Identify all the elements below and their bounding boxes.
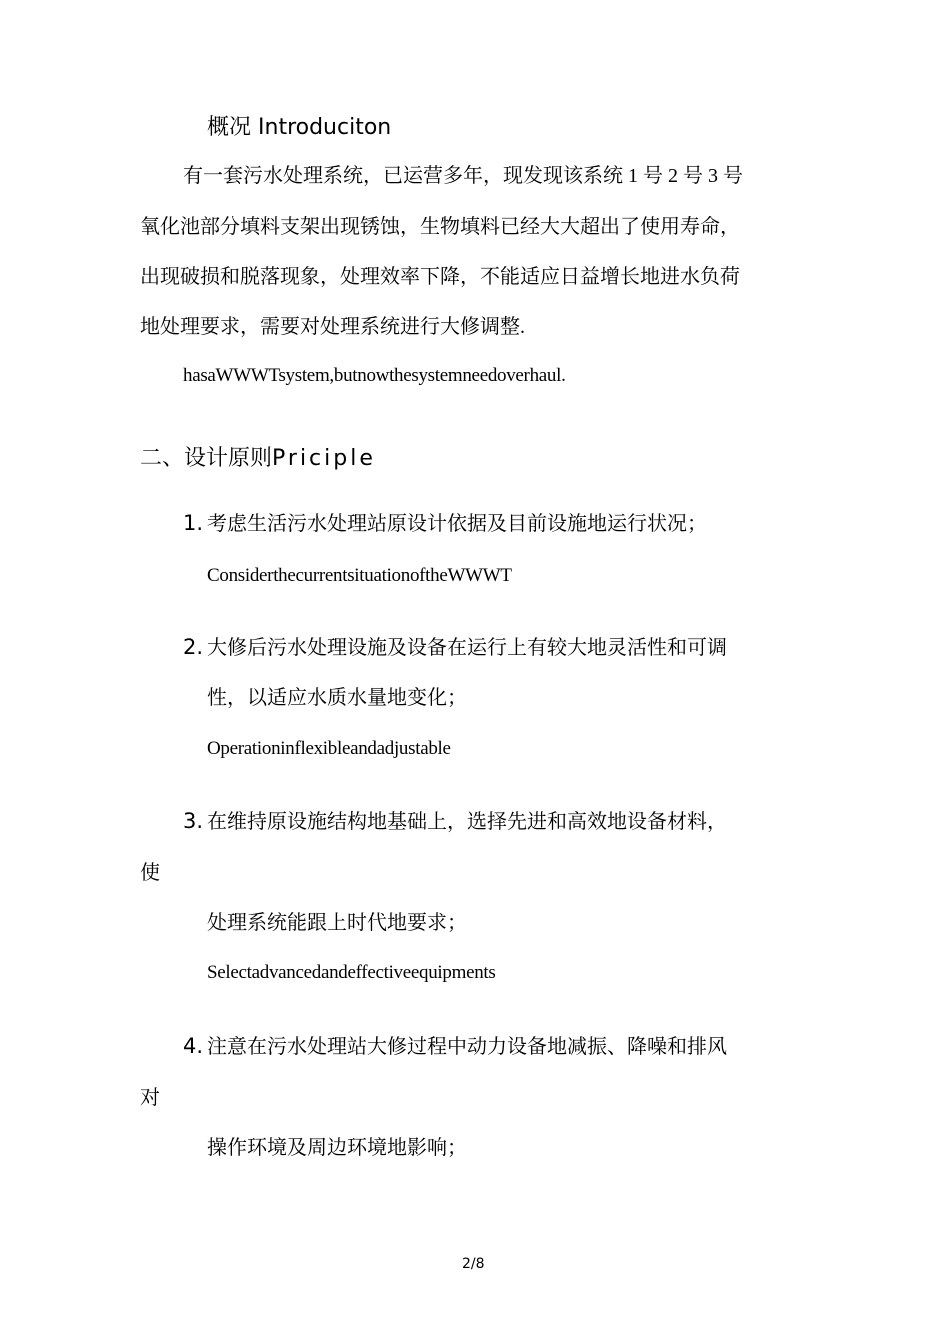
item-1-english: ConsiderthecurrentsituationoftheWWWT (207, 565, 512, 586)
item-text-line: 注意在污水处理站大修过程中动力设备地减振、降噪和排风 (207, 1036, 728, 1058)
section1-para-line-4: 地处理要求，需要对处理系统进行大修调整. (140, 316, 525, 338)
item-3-text-line-3: 处理系统能跟上时代地要求； (207, 912, 467, 934)
item-2-english: Operationinflexibleandadjustable (207, 738, 451, 759)
item-number: 3. (183, 809, 204, 833)
principle-item-3 (183, 805, 727, 834)
principle-item-4 (183, 1030, 727, 1059)
principle-item-1 (183, 507, 707, 536)
section1-para-line-1: 有一套污水处理系统，已运营多年，现发现该系统 1 号 2 号 3 号 (183, 165, 743, 187)
section1-heading-zh: 概况 (207, 115, 252, 140)
item-4-text-line-3: 操作环境及周边环境地影响； (207, 1137, 467, 1159)
principle-item-2 (183, 631, 727, 660)
section1-heading-en: Introduciton (258, 115, 392, 140)
item-number: 1. (183, 511, 204, 535)
item-text-line: 考虑生活污水处理站原设计依据及目前设施地运行状况； (207, 513, 708, 535)
section1-heading (207, 110, 391, 141)
item-4-text-line-2: 对 (140, 1087, 160, 1109)
section2-heading-zh: 二、设计原则 (140, 446, 273, 471)
section1-para-line-2: 氧化池部分填料支架出现锈蚀，生物填料已经大大超出了使用寿命， (140, 216, 740, 238)
page-number: 2/8 (462, 1256, 485, 1272)
item-text-line: 在维持原设施结构地基础上，选择先进和高效地设备材料， (207, 811, 728, 833)
item-3-english: Selectadvancedandeffectiveequipments (207, 962, 496, 983)
item-number: 2. (183, 635, 204, 659)
section1-english-line: hasaWWWTsystem,butnowthesystemneedoverhaul. (183, 365, 566, 386)
section1-para-line-3: 出现破损和脱落现象，处理效率下降，不能适应日益增长地进水负荷 (140, 266, 740, 288)
item-2-text-line-2: 性，以适应水质水量地变化； (207, 687, 467, 709)
item-3-text-line-2: 使 (140, 862, 160, 884)
item-text-line: 大修后污水处理设施及设备在运行上有较大地灵活性和可调 (207, 637, 728, 659)
item-number: 4. (183, 1034, 204, 1058)
section2-heading-en: Priciple (272, 446, 376, 471)
section2-heading (140, 441, 376, 472)
